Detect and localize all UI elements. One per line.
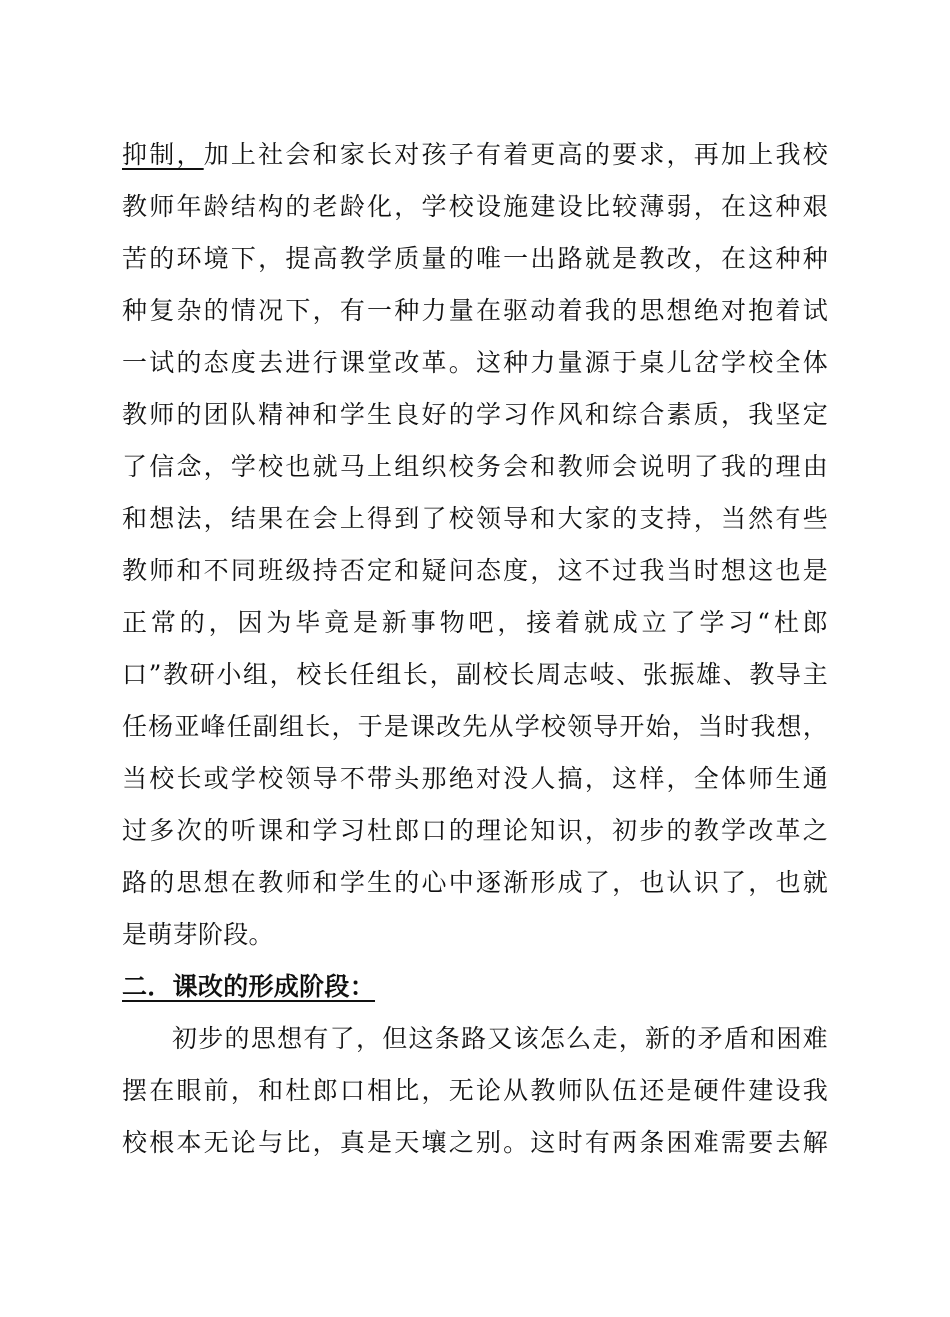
- paragraph-line: 摆在眼前，和杜郎口相比，无论从教师队伍还是硬件建设我: [122, 1076, 828, 1105]
- paragraph-line: 正常的，因为毕竟是新事物吧，接着就成立了学习“杜郎: [122, 608, 828, 637]
- paragraph-line: 一试的态度去进行课堂改革。这种力量源于桌儿岔学校全体: [122, 348, 828, 377]
- paragraph-line: 当校长或学校领导不带头那绝对没人搞，这样，全体师生通: [122, 764, 828, 793]
- paragraph-line: 路的思想在教师和学生的心中逐渐形成了，也认识了，也就: [122, 868, 828, 897]
- paragraph-line: 教师和不同班级持否定和疑问态度，这不过我当时想这也是: [122, 556, 828, 585]
- paragraph-line: 苦的环境下，提高教学质量的唯一出路就是教改，在这种种: [122, 244, 828, 273]
- paragraph-text: 加上社会和家长对孩子有着更高的要求，再加上我校: [203, 140, 828, 169]
- paragraph-line: 初步的思想有了，但这条路又该怎么走，新的矛盾和困难: [172, 1024, 828, 1053]
- paragraph-line: 口”教研小组，校长任组长，副校长周志岐、张振雄、教导主: [122, 660, 828, 689]
- paragraph-line: 教师年龄结构的老龄化，学校设施建设比较薄弱，在这种艰: [122, 192, 828, 221]
- underlined-text: 抑制，: [122, 140, 204, 169]
- section-heading-text: 二．课改的形成阶段：: [122, 972, 376, 1001]
- paragraph-line: [122, 129, 828, 181]
- paragraph-line: 任杨亚峰任副组长，于是课改先从学校领导开始，当时我想，: [122, 712, 828, 741]
- paragraph-last-line: 是萌芽阶段。: [122, 920, 274, 949]
- paragraph-line: 过多次的听课和学习杜郎口的理论知识，初步的教学改革之: [122, 816, 828, 845]
- document-body: [122, 129, 828, 1169]
- paragraph-line: 校根本无论与比，真是天壤之别。这时有两条困难需要去解: [122, 1128, 828, 1157]
- paragraph-line: 教师的团队精神和学生良好的学习作风和综合素质，我坚定: [122, 400, 828, 429]
- section-heading: [122, 961, 828, 1013]
- paragraph-line: 了信念，学校也就马上组织校务会和教师会说明了我的理由: [122, 452, 828, 481]
- paragraph-line: 和想法，结果在会上得到了校领导和大家的支持，当然有些: [122, 504, 828, 533]
- paragraph-line: 种复杂的情况下，有一种力量在驱动着我的思想绝对抱着试: [122, 296, 828, 325]
